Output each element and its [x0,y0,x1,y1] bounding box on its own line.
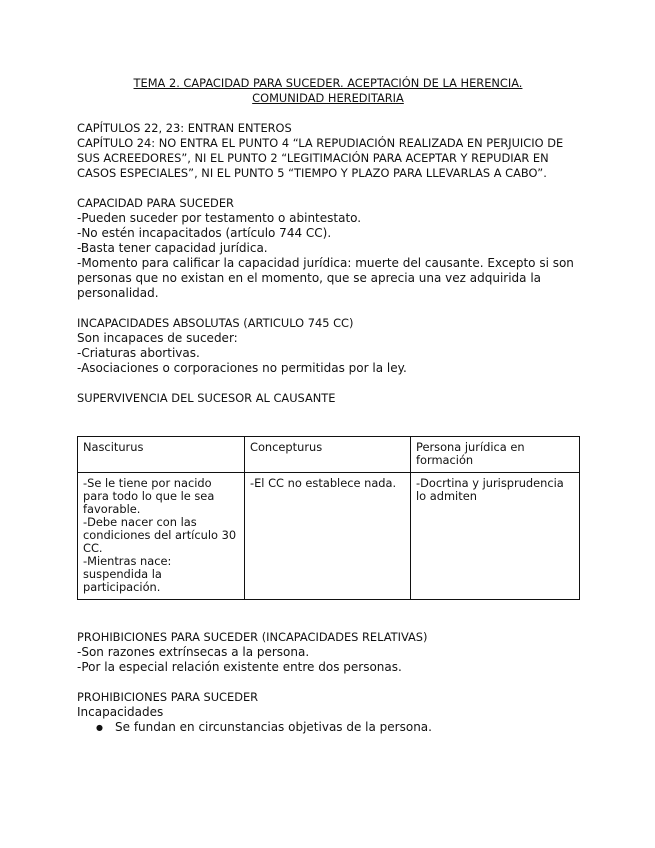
table-cell: -El CC no establece nada. [245,473,411,600]
list-item: -Pueden suceder por testamento o abintestato. [77,211,362,225]
list-item: -Momento para calificar la capacidad jurídica: muerte del causante. Excepto si son personas que no existan en el momento, que se aprecia una vez adquirida la personalidad. [77,256,574,300]
chapters-line-2: CAPÍTULO 24: NO ENTRA EL PUNTO 4 “LA REPUDIACIÓN REALIZADA EN PERJUICIO DE SUS ACREEDORES”, NI EL PUNTO 2 “LEGITIMACIÓN PARA ACEPTAR Y REPUDIAR EN CASOS ESPECIALES”, NI EL PUNTO 5 “TIEMPO Y PLAZO PARA LLEVARLAS A CABO”. [77,136,564,180]
section-heading: INCAPACIDADES ABSOLUTAS (ARTICULO 745 CC) [77,316,354,330]
table-cell [78,473,245,600]
list-item: -Son razones extrínsecas a la persona. [77,645,310,659]
title-line-1: TEMA 2. CAPACIDAD PARA SUCEDER. ACEPTACIÓN DE LA HERENCIA. [133,76,523,90]
document-title [77,76,579,106]
bullet-list [77,720,579,735]
section-heading: SUPERVIVENCIA DEL SUCESOR AL CAUSANTE [77,391,336,405]
section-heading: PROHIBICIONES PARA SUCEDER (INCAPACIDADES RELATIVAS) [77,630,428,644]
list-item: -Basta tener capacidad jurídica. [77,241,268,255]
chapters-line-1: CAPÍTULOS 22, 23: ENTRAN ENTEROS [77,121,292,135]
table-cell: -Docrtina y jurisprudencia lo admiten [411,473,580,600]
title-line-2: COMUNIDAD HEREDITARIA [252,91,404,105]
section-subheading: Incapacidades [77,705,164,719]
cell-line: -Mientras nace: suspendida la participación. [83,554,172,594]
cell-line: -Se le tiene por nacido para todo lo que le sea favorable. [83,476,215,516]
cell-line: -Debe nacer con las condiciones del artículo 30 CC. [83,515,237,555]
list-item: -Asociaciones o corporaciones no permitidas por la ley. [77,361,407,375]
table-header-cell: Concepturus [245,437,411,473]
document-content [77,76,579,735]
list-item: -Criaturas abortivas. [77,346,200,360]
section-capacidad [77,196,579,301]
section-heading: PROHIBICIONES PARA SUCEDER [77,690,259,704]
list-item: -No estén incapacitados (artículo 744 CC). [77,226,332,240]
bullet-item: ● Se fundan en circunstancias objetivas de la persona. [115,720,579,735]
section-supervivencia [77,391,579,600]
section-prohibiciones [77,690,579,735]
list-item: -Por la especial relación existente entre dos personas. [77,660,402,674]
table-row [78,473,580,600]
table-header-row [78,437,580,473]
section-intro: Son incapaces de suceder: [77,331,238,345]
section-prohibiciones-relativas [77,630,579,675]
chapters-block [77,121,579,181]
section-heading: CAPACIDAD PARA SUCEDER [77,196,234,210]
supervivencia-table [77,436,580,600]
table-header-cell: Persona jurídica en formación [411,437,580,473]
table-header-cell: Nasciturus [78,437,245,473]
section-incapacidades [77,316,579,376]
